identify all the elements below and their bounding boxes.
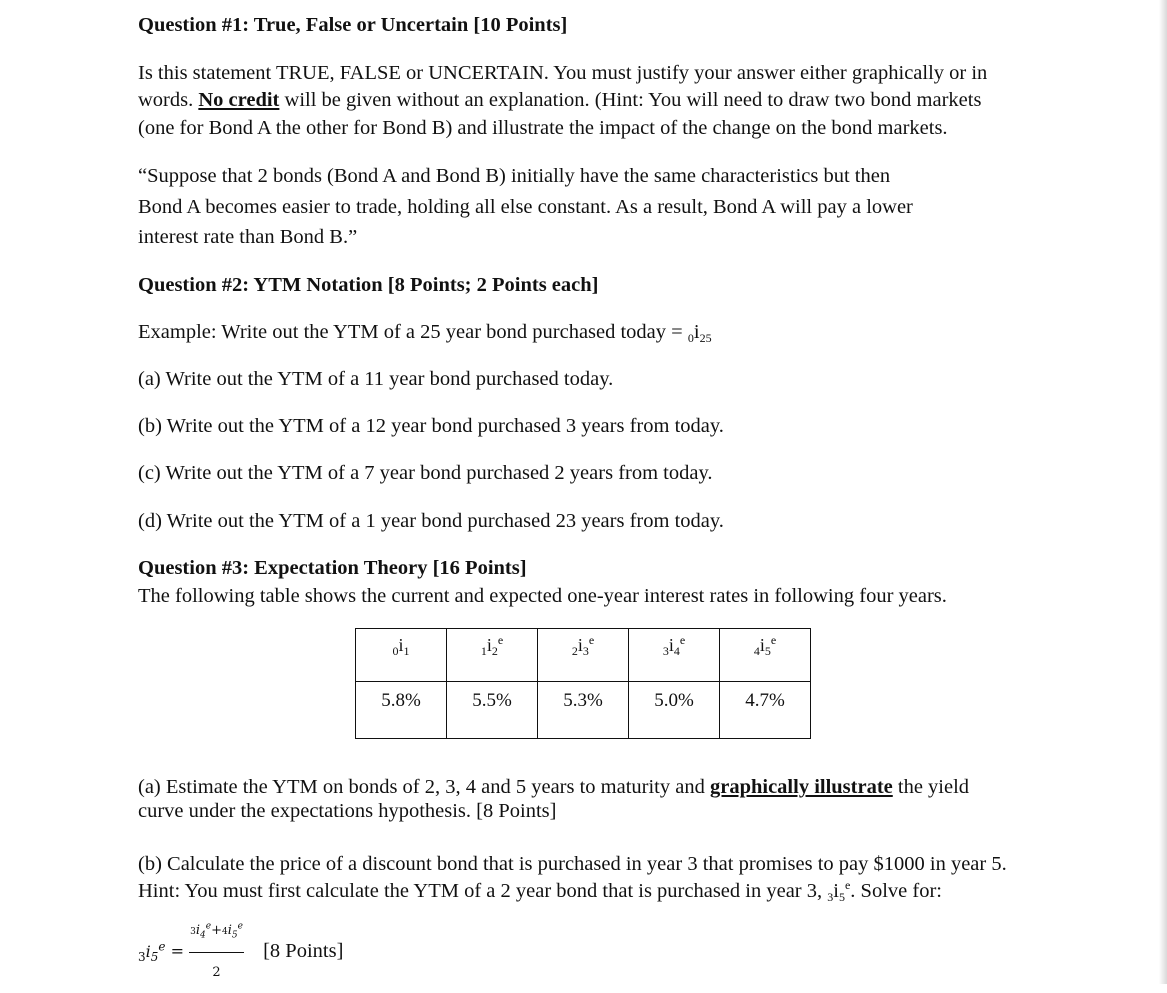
q1-quote-line1: “Suppose that 2 bonds (Bond A and Bond B) initially have the same characteristics but then xyxy=(138,165,891,187)
q1-quote-line3: interest rate than Bond B.” xyxy=(138,226,358,248)
q2-item-a: (a) Write out the YTM of a 11 year bond purchased today. xyxy=(138,368,614,390)
table-cell: 5.8% xyxy=(356,682,447,739)
q2-example-i: i xyxy=(693,321,700,343)
q3-heading: Question #3: Expectation Theory [16 Points] xyxy=(138,557,527,579)
q2-item-c: (c) Write out the YTM of a 7 year bond purchased 2 years from today. xyxy=(138,462,713,484)
yield-formula: $_3i_5^e$ = $\frac{3i_4^e+4i_5^e}{2}$ [8 Points] xyxy=(138,911,343,951)
table-cell: 5.5% xyxy=(447,682,538,739)
q1-quote-line2: Bond A becomes easier to trade, holding all else constant. As a result, Bond A will pay a lower xyxy=(138,196,913,218)
formula-denominator: 2 xyxy=(212,965,221,980)
q3-part-a-line1 xyxy=(138,775,969,799)
q3-part-a-line2: curve under the expectations hypothesis. [8 Points] xyxy=(138,800,557,822)
table-header-cell: $_0i_1$ xyxy=(356,629,447,682)
q2-item-b: (b) Write out the YTM of a 12 year bond purchased 3 years from today. xyxy=(138,415,724,437)
q3-part-a-pre: (a) Estimate the YTM on bonds of 2, 3, 4 and 5 years to maturity and xyxy=(138,776,710,798)
q2-example-text: Example: Write out the YTM of a 25 year bond purchased today = xyxy=(138,321,688,343)
q2-example xyxy=(138,320,712,346)
q1-intro-line2-post: will be given without an explanation. (Hint: You will need to draw two bond markets xyxy=(279,89,982,111)
q3-part-b-line2-post: . Solve for: xyxy=(850,880,942,902)
q3-intro: The following table shows the current and expected one-year interest rates in following four years. xyxy=(138,585,947,607)
q2-item-d: (d) Write out the YTM of a 1 year bond purchased 23 years from today. xyxy=(138,510,724,532)
table-cell: 5.0% xyxy=(629,682,720,739)
q1-intro-line2 xyxy=(138,88,981,112)
q3-part-b-line2: Hint: You must first calculate the YTM of a 2 year bond that is purchased in year 3, 3i5e. Solve for: xyxy=(138,878,942,904)
formula-lhs: $_3i_5^e$ xyxy=(138,939,166,964)
table-value-row xyxy=(356,682,811,739)
table-header-row xyxy=(356,629,811,682)
q3-part-b-line1: (b) Calculate the price of a discount bond that is purchased in year 3 that promises to pay $1000 in year 5. xyxy=(138,853,1007,875)
no-credit-emphasis: No credit xyxy=(198,89,280,111)
q1-intro-line2-pre: words. xyxy=(138,89,199,111)
q2-example-pre: 0 xyxy=(687,331,694,345)
table-cell: 5.3% xyxy=(538,682,629,739)
table-header-cell: $_4i_5^e$ xyxy=(720,629,811,682)
q2-example-sub: 25 xyxy=(699,331,712,345)
q1-heading: Question #1: True, False or Uncertain [10 Points] xyxy=(138,14,568,36)
formula-points: [8 Points] xyxy=(263,939,344,962)
q1-intro-line1: Is this statement TRUE, FALSE or UNCERTAIN. You must justify your answer either graphically or in xyxy=(138,62,988,84)
table-cell: 4.7% xyxy=(720,682,811,739)
formula-fraction: $\frac{3i_4^e+4i_5^e}{2}$ xyxy=(189,911,244,993)
q3-part-b-line2-pre: Hint: You must first calculate the YTM of a 2 year bond that is purchased in year 3, xyxy=(138,880,828,902)
page-edge-shadow xyxy=(1159,0,1167,984)
graphically-illustrate-emphasis: graphically illustrate xyxy=(709,776,893,798)
q2-heading: Question #2: YTM Notation [8 Points; 2 Points each] xyxy=(138,274,599,296)
table-header-cell: $_1i_2^e$ xyxy=(447,629,538,682)
q3-part-a-post: the yield xyxy=(892,776,970,798)
table-header-cell: $_3i_4^e$ xyxy=(629,629,720,682)
interest-rate-table xyxy=(355,628,811,739)
table-header-cell: $_2i_3^e$ xyxy=(538,629,629,682)
q1-intro-line3: (one for Bond A the other for Bond B) and illustrate the impact of the change on the bond markets. xyxy=(138,117,948,139)
